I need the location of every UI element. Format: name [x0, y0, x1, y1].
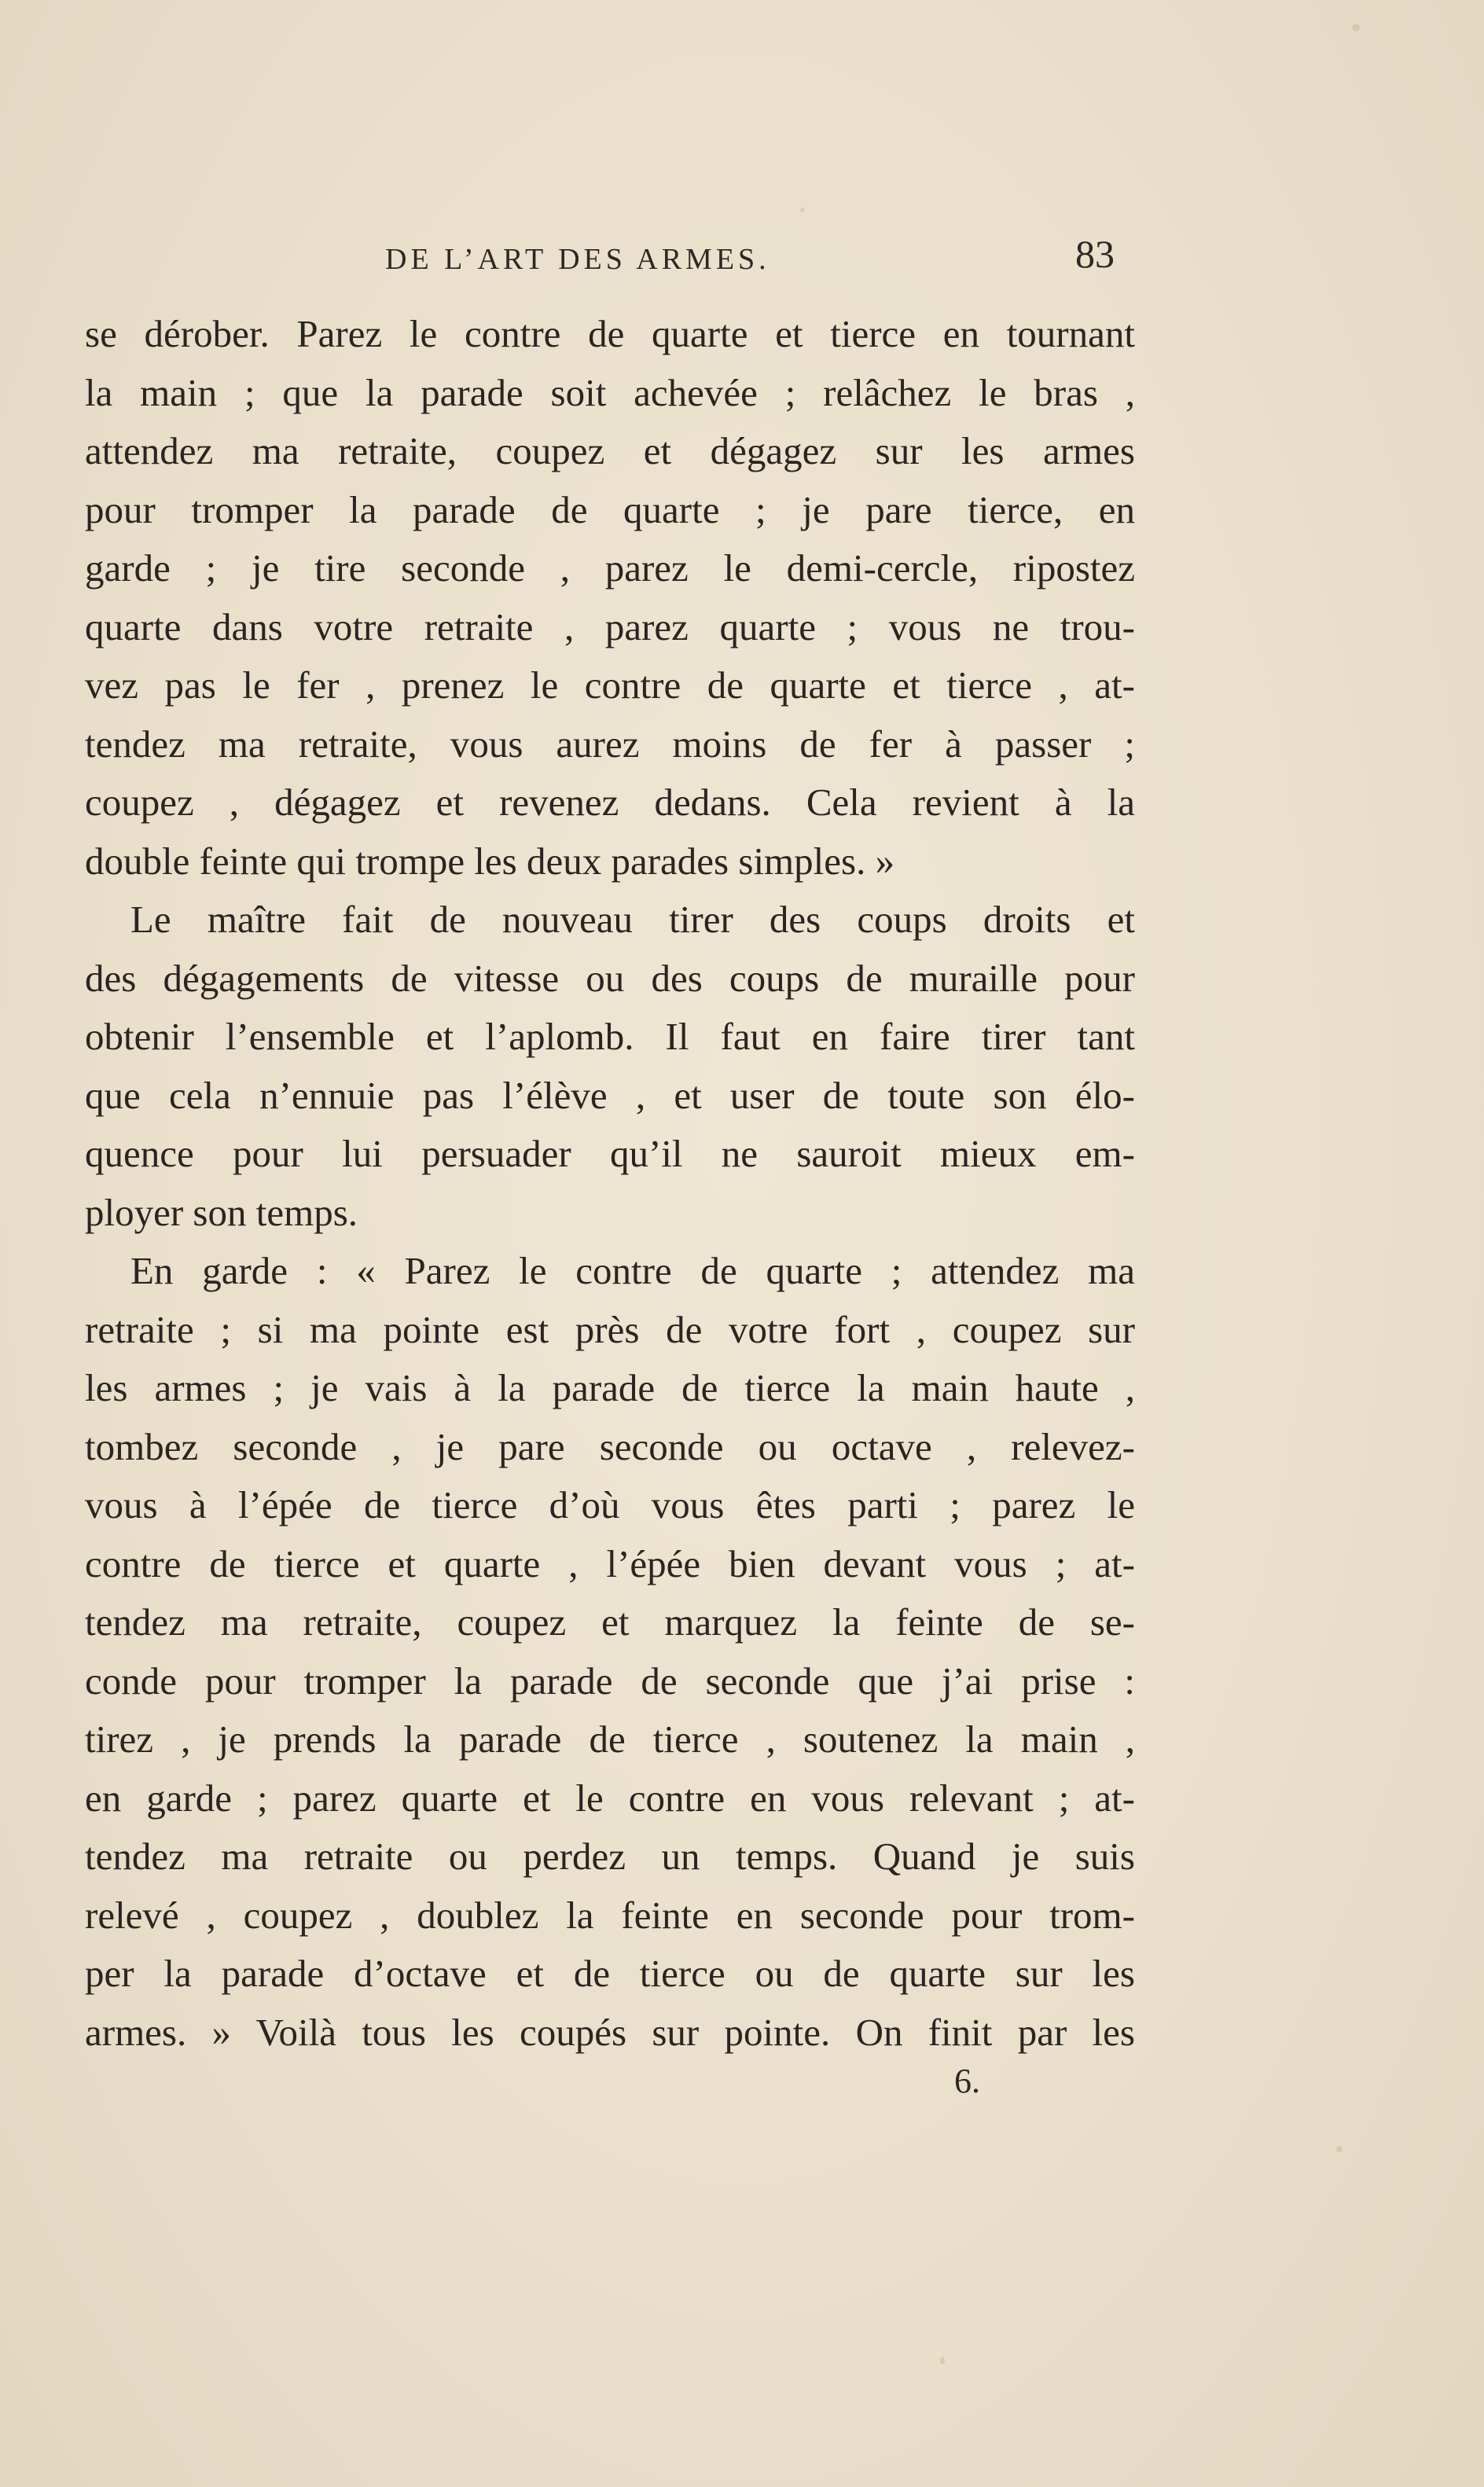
text-line: retraite ; si ma pointe est près de votre fort , coupez sur — [85, 1307, 1135, 1351]
text-line: per la parade d’octave et de tierce ou de quarte sur les — [85, 1952, 1135, 1995]
text-line: tendez ma retraite ou perdez un temps. Quand je suis — [85, 1835, 1135, 1878]
text-line: quence pour lui persuader qu’il ne sauroit mieux em- — [85, 1132, 1135, 1175]
text-line: obtenir l’ensemble et l’aplomb. Il faut en faire tirer tant — [85, 1015, 1135, 1058]
text-line: en garde ; parez quarte et le contre en vous relevant ; at- — [85, 1776, 1135, 1820]
text-line: la main ; que la parade soit achevée ; relâchez le bras , — [85, 370, 1135, 414]
text-line: relevé , coupez , doublez la feinte en seconde pour trom- — [85, 1893, 1135, 1937]
text-line: des dégagements de vitesse ou des coups de muraille pour — [85, 956, 1135, 1000]
page-number: 83 — [1075, 232, 1115, 276]
text-line: double feinte qui trompe les deux parades simples. » — [85, 839, 895, 883]
text-line: garde ; je tire seconde , parez le demi-cercle, ripostez — [85, 546, 1135, 590]
signature-mark: 6. — [954, 2062, 980, 2100]
text-line: les armes ; je vais à la parade de tierce la main haute , — [85, 1366, 1135, 1409]
text-line: que cela n’ennuie pas l’élève , et user de toute son élo- — [85, 1073, 1135, 1117]
running-head: DE L’ART DES ARMES. — [385, 243, 770, 276]
text-line: quarte dans votre retraite , parez quarte ; vous ne trou- — [85, 604, 1135, 648]
text-line: ployer son temps. — [85, 1190, 358, 1234]
text-line: vez pas le fer , prenez le contre de quarte et tierce , at- — [85, 663, 1135, 707]
text-line: armes. » Voilà tous les coupés sur pointe. On finit par les — [85, 2010, 1135, 2054]
text-line: pour tromper la parade de quarte ; je pare tierce, en — [85, 487, 1135, 531]
text-line: conde pour tromper la parade de seconde que j’ai prise : — [85, 1659, 1135, 1703]
paper-stain — [940, 2357, 945, 2364]
body-text — [85, 305, 1135, 2062]
text-line: En garde : « Parez le contre de quarte ; attendez ma — [130, 1249, 1135, 1292]
paper-stain — [800, 208, 805, 212]
paper-stain — [1352, 24, 1360, 31]
text-line: attendez ma retraite, coupez et dégagez sur les armes — [85, 429, 1135, 472]
paper-stain — [1336, 2146, 1343, 2152]
text-line: tendez ma retraite, coupez et marquez la feinte de se- — [85, 1600, 1135, 1644]
text-line: tendez ma retraite, vous aurez moins de fer à passer ; — [85, 722, 1135, 766]
text-line: tombez seconde , je pare seconde ou octave , relevez- — [85, 1424, 1135, 1468]
text-line: Le maître fait de nouveau tirer des coups droits et — [130, 898, 1135, 941]
text-line: contre de tierce et quarte , l’épée bien devant vous ; at- — [85, 1541, 1135, 1585]
text-line: se dérober. Parez le contre de quarte et tierce en tournant — [85, 312, 1135, 355]
text-line: tirez , je prends la parade de tierce , soutenez la main , — [85, 1717, 1135, 1761]
text-line: vous à l’épée de tierce d’où vous êtes parti ; parez le — [85, 1483, 1135, 1526]
text-line: coupez , dégagez et revenez dedans. Cela revient à la — [85, 781, 1135, 824]
